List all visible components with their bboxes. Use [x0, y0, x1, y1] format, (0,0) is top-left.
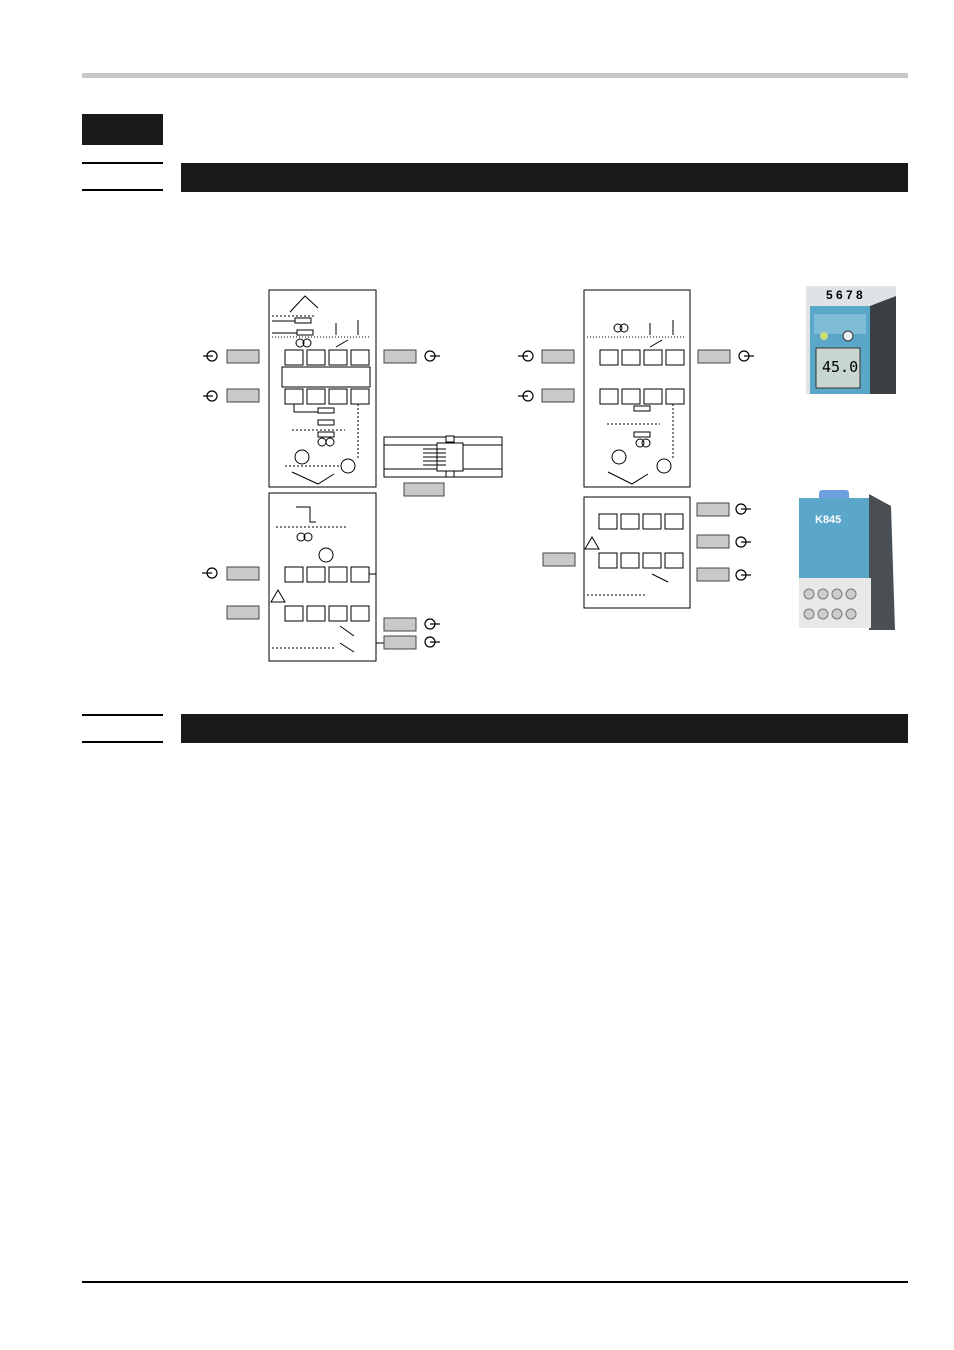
device-photo-top — [806, 286, 896, 394]
output-arrow-icon — [739, 351, 754, 361]
input-arrow-icon — [202, 568, 217, 578]
device-photo-bottom — [795, 490, 895, 630]
output-arrow-icon — [736, 570, 751, 580]
terminal-numbers: 5 6 7 8 — [826, 288, 863, 302]
input-arrow-icon — [203, 351, 217, 361]
input-arrow-icon — [518, 351, 533, 361]
output-arrow-icon — [736, 504, 751, 514]
output-arrow-icon — [425, 637, 440, 647]
output-arrow-icon — [736, 537, 751, 547]
output-arrow-icon — [425, 619, 440, 629]
lcd-display: 45.0 — [822, 358, 859, 376]
input-arrow-icon — [518, 391, 533, 401]
input-arrow-icon — [203, 391, 217, 401]
model-label: K845 — [815, 514, 842, 526]
output-arrow-icon — [425, 351, 440, 361]
